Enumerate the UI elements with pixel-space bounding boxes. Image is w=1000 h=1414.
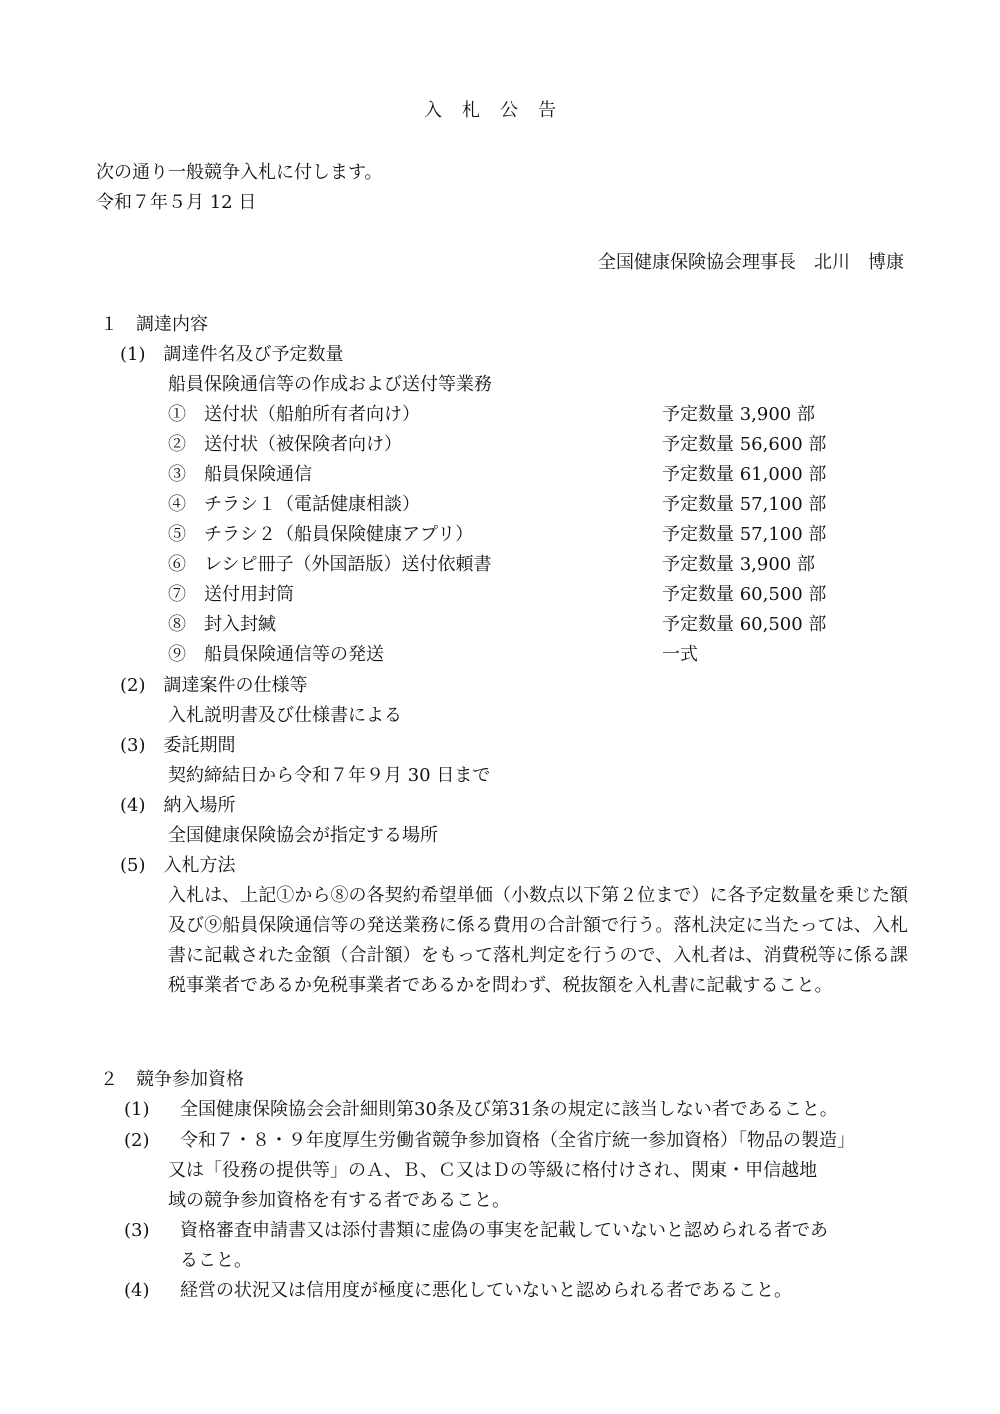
subsection-1-3-text: 契約締結日から令和７年９月 30 日まで bbox=[168, 765, 491, 786]
qualification-number: (2) bbox=[124, 1130, 150, 1151]
item-quantity: 予定数量 60,500 部 bbox=[662, 584, 827, 605]
item-quantity: 予定数量 61,000 部 bbox=[662, 464, 827, 485]
subsection-1-1-heading: (1) 調達件名及び予定数量 bbox=[120, 344, 344, 365]
qualification-text: 域の競争参加資格を有する者であること。 bbox=[168, 1190, 510, 1211]
qualification-text: 又は「役務の提供等」のＡ、Ｂ、Ｃ又はＤの等級に格付けされ、関東・甲信越地 bbox=[168, 1160, 818, 1181]
list-item: ⑧ 封入封緘 bbox=[168, 614, 276, 635]
qualification-text: 資格審査申請書又は添付書類に虚偽の事実を記載していないと認められる者であ bbox=[180, 1220, 828, 1241]
subsection-1-3-heading: (3) 委託期間 bbox=[120, 735, 236, 756]
intro-text: 次の通り一般競争入札に付します。 bbox=[96, 162, 383, 183]
section-2-heading: ２ 競争参加資格 bbox=[100, 1069, 244, 1090]
list-item: ③ 船員保険通信 bbox=[168, 464, 312, 485]
qualification-text: 令和７・８・９年度厚生労働省競争参加資格（全省庁統一参加資格）「物品の製造」 bbox=[180, 1130, 855, 1151]
list-item: ② 送付状（被保険者向け） bbox=[168, 434, 402, 455]
page-title: 入札公告 bbox=[424, 100, 576, 121]
list-item: ⑥ レシピ冊子（外国語版）送付依頼書 bbox=[168, 554, 492, 575]
qualification-number: (4) bbox=[124, 1280, 150, 1301]
list-item: ⑤ チラシ２（船員保険健康アプリ） bbox=[168, 524, 474, 545]
notice-date: 令和７年５月 12 日 bbox=[96, 192, 257, 213]
subsection-1-2-text: 入札説明書及び仕様書による bbox=[168, 705, 402, 726]
item-quantity: 予定数量 56,600 部 bbox=[662, 434, 827, 455]
item-quantity: 予定数量 60,500 部 bbox=[662, 614, 827, 635]
item-quantity: 予定数量 57,100 部 bbox=[662, 494, 827, 515]
item-quantity: 予定数量 57,100 部 bbox=[662, 524, 827, 545]
bidding-method-paragraph: 入札は、上記①から⑧の各契約希望単価（小数点以下第２位まで）に各予定数量を乗じた額及び⑨船員保険通信等の発送業務に係る費用の合計額で行う。落札決定に当たっては、入札書に記載された金額（合計額）をもって落札判定を行うので、入札者は、消費税等に係る課税事業者であるか免税事業者であるかを問わず、税抜額を入札書に記載すること。 bbox=[168, 885, 908, 996]
qualification-number: (3) bbox=[124, 1220, 150, 1241]
list-item: ① 送付状（船舶所有者向け） bbox=[168, 404, 420, 425]
qualification-text: 全国健康保険協会会計細則第30条及び第31条の規定に該当しない者であること。 bbox=[180, 1099, 838, 1120]
item-quantity: 予定数量 3,900 部 bbox=[662, 554, 815, 575]
qualification-text: ること。 bbox=[180, 1250, 252, 1271]
procurement-name: 船員保険通信等の作成および送付等業務 bbox=[168, 374, 492, 395]
subsection-1-5-heading: (5) 入札方法 bbox=[120, 855, 236, 876]
issuer: 全国健康保険協会理事長 北川 博康 bbox=[598, 252, 904, 273]
subsection-1-2-heading: (2) 調達案件の仕様等 bbox=[120, 675, 308, 696]
qualification-number: (1) bbox=[124, 1099, 150, 1120]
list-item: ⑦ 送付用封筒 bbox=[168, 584, 294, 605]
item-quantity: 一式 bbox=[662, 644, 698, 665]
qualification-text: 経営の状況又は信用度が極度に悪化していないと認められる者であること。 bbox=[180, 1280, 792, 1301]
subsection-1-4-text: 全国健康保険協会が指定する場所 bbox=[168, 825, 438, 846]
list-item: ④ チラシ１（電話健康相談） bbox=[168, 494, 420, 515]
list-item: ⑨ 船員保険通信等の発送 bbox=[168, 644, 384, 665]
item-quantity: 予定数量 3,900 部 bbox=[662, 404, 815, 425]
section-1-heading: １ 調達内容 bbox=[100, 314, 208, 335]
subsection-1-4-heading: (4) 納入場所 bbox=[120, 795, 236, 816]
